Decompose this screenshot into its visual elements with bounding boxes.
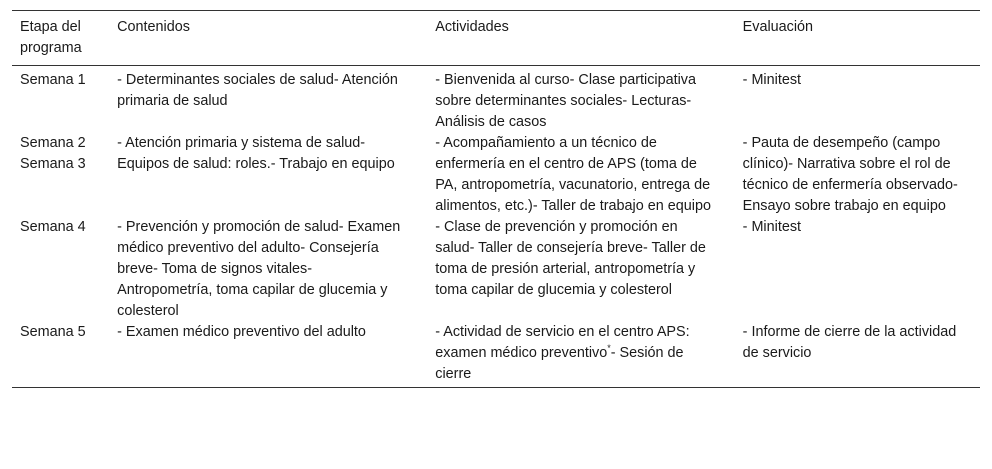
table-row — [12, 217, 980, 322]
cell-evaluation: - Minitest — [742, 72, 802, 88]
cell-activities: - Acompañamiento a un técnico de enfermería en el centro de APS (toma de PA, antropometría, vacunatorio, entrega de alimentos, etc.)- Taller de trabajo en equipo — [435, 135, 711, 214]
header-evaluation: Evaluación — [742, 19, 814, 35]
cell-activities: - Clase de prevención y promoción en salud- Taller de consejería breve- Taller de toma de presión arterial, antropometría y toma capilar de glucemia y colesterol — [435, 219, 706, 298]
cell-evaluation: - Informe de cierre de la actividad de servicio — [742, 324, 957, 361]
cell-activities: - Bienvenida al curso- Clase participativa sobre determinantes sociales- Lecturas- Análisis de casos — [435, 72, 697, 130]
cell-stage — [12, 66, 99, 134]
cell-contents: - Examen médico preventivo del adulto — [117, 324, 366, 340]
cell-evaluation: - Pauta de desempeño (campo clínico)- Narrativa sobre el rol de técnico de enfermería observado- Ensayo sobre trabajo en equipo — [742, 135, 958, 214]
header-contents: Contenidos — [117, 19, 190, 35]
table-row — [12, 322, 980, 388]
header-stage: Etapa del programa — [20, 19, 82, 56]
activity-text: - Actividad de servicio en el centro APS: examen médico preventivo — [435, 324, 690, 361]
cell-contents: - Atención primaria y sistema de salud- Equipos de salud: roles.- Trabajo en equipo — [117, 135, 395, 172]
week-label: Semana 4 — [20, 219, 86, 235]
cell-stage — [12, 217, 99, 322]
cell-contents: - Prevención y promoción de salud- Examen médico preventivo del adulto- Consejería breve- Toma de signos vitales- Antropometría, toma capilar de glucemia y colesterol — [117, 219, 401, 319]
table-row — [12, 66, 980, 134]
header-activities: Actividades — [435, 19, 509, 35]
week-label: Semana 3 — [20, 156, 86, 172]
footnote-marker: * — [607, 343, 611, 354]
table-row — [12, 133, 980, 217]
cell-activities — [417, 322, 720, 388]
activity-text: - Sesión de cierre — [435, 345, 684, 382]
week-label: Semana 5 — [20, 324, 86, 340]
program-table — [12, 10, 980, 388]
header-row — [12, 11, 980, 66]
week-label: Semana 1 — [20, 72, 86, 88]
cell-evaluation: - Minitest — [742, 219, 802, 235]
cell-stage — [12, 133, 99, 217]
cell-contents: - Determinantes sociales de salud- Atención primaria de salud — [117, 72, 398, 109]
week-label: Semana 2 — [20, 135, 86, 151]
cell-stage — [12, 322, 99, 388]
